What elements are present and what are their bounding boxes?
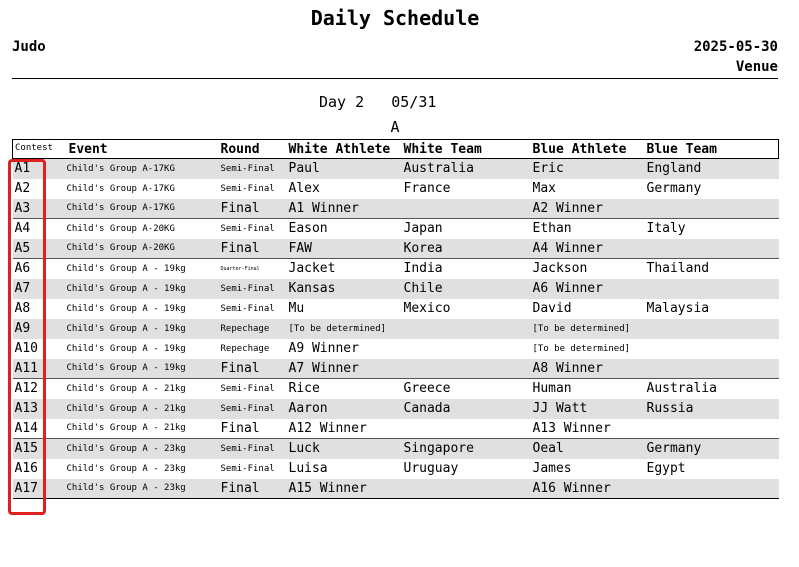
blue-team-cell: Egypt (646, 461, 686, 476)
contest-id: A7 (14, 281, 31, 296)
table-row (13, 219, 779, 239)
event-cell: Child's Group A - 23kg (66, 483, 186, 494)
white-athlete-cell: Luck (288, 441, 320, 457)
contest-id: A3 (14, 200, 31, 216)
blue-athlete-cell: A6 Winner (532, 281, 603, 296)
table-row (13, 479, 779, 499)
blue-athlete-cell: A16 Winner (532, 480, 611, 496)
contest-id: A14 (14, 420, 38, 436)
white-team-cell: Canada (403, 401, 451, 416)
table-row (13, 439, 779, 459)
white-athlete-cell: [To be determined] (288, 323, 387, 334)
event-cell: Child's Group A - 21kg (66, 423, 186, 434)
white-athlete-cell: Mu (288, 301, 305, 316)
white-athlete-cell: A15 Winner (288, 480, 367, 496)
white-athlete-cell: A1 Winner (288, 200, 359, 216)
column-header-blue-team: Blue Team (646, 141, 717, 157)
white-athlete-cell: FAW (288, 240, 312, 256)
table-row (13, 299, 779, 319)
contest-id: A8 (14, 301, 31, 316)
blue-team-cell: Russia (646, 401, 694, 416)
blue-athlete-cell: Ethan (532, 221, 572, 237)
event-cell: Child's Group A - 19kg (66, 303, 186, 314)
venue-label: Venue (735, 59, 778, 75)
blue-team-cell (645, 479, 779, 499)
schedule-date: 2025-05-30 (693, 39, 778, 55)
table-row (13, 359, 779, 379)
column-header-round: Round (220, 141, 260, 157)
contest-id: A2 (14, 181, 31, 196)
blue-team-cell: England (646, 161, 702, 177)
blue-athlete-cell: [To be determined] (532, 323, 631, 334)
event-cell: Child's Group A - 21kg (66, 383, 186, 394)
white-team-cell (402, 479, 531, 499)
round-cell: Semi-Final (220, 443, 275, 454)
blue-team-cell: Australia (646, 381, 717, 397)
round-cell: Final (220, 240, 260, 256)
white-athlete-cell: Aaron (288, 401, 328, 416)
blue-team-cell (645, 239, 779, 259)
event-cell: Child's Group A-17KG (66, 203, 175, 214)
event-cell: Child's Group A-20KG (66, 223, 175, 234)
event-cell: Child's Group A - 21kg (66, 403, 186, 414)
blue-athlete-cell: [To be determined] (532, 343, 631, 354)
white-team-cell (402, 339, 531, 359)
event-cell: Child's Group A - 19kg (66, 263, 186, 274)
contest-id: A10 (14, 341, 38, 356)
white-athlete-cell: Kansas (288, 281, 336, 296)
blue-team-cell (645, 419, 779, 439)
round-cell: Repechage (220, 343, 270, 354)
blue-athlete-cell: David (532, 301, 572, 316)
white-team-cell (402, 319, 531, 339)
blue-team-cell: Germany (646, 181, 702, 196)
white-athlete-cell: Alex (288, 181, 320, 196)
white-athlete-cell: Eason (288, 221, 328, 237)
round-cell: Repechage (220, 323, 270, 334)
white-athlete-cell: Luisa (288, 461, 328, 476)
table-row (13, 259, 779, 279)
round-cell: Final (220, 420, 260, 436)
event-cell: Child's Group A - 23kg (66, 463, 186, 474)
white-team-cell: Singapore (403, 441, 474, 457)
contest-id: A6 (14, 261, 31, 277)
blue-athlete-cell: A8 Winner (532, 360, 603, 376)
round-cell: Semi-Final (220, 403, 275, 414)
event-cell: Child's Group A - 19kg (66, 283, 186, 294)
white-team-cell: Korea (403, 240, 443, 256)
white-team-cell: Uruguay (403, 461, 459, 476)
white-team-cell (402, 199, 531, 219)
round-cell: Semi-Final (220, 303, 275, 314)
blue-athlete-cell: Jackson (532, 261, 588, 277)
table-row (13, 379, 779, 399)
table-row (13, 339, 779, 359)
round-cell: Semi-Final (220, 283, 275, 294)
blue-team-cell (645, 339, 779, 359)
blue-team-cell (645, 279, 779, 299)
round-cell: Final (220, 480, 260, 496)
white-team-cell: India (403, 261, 443, 277)
table-row (13, 279, 779, 299)
round-cell: Semi-Final (220, 383, 275, 394)
round-cell: Semi-Final (220, 163, 275, 174)
contest-id: A13 (14, 401, 38, 416)
header-divider (12, 78, 778, 79)
blue-athlete-cell: JJ Watt (532, 401, 588, 416)
white-team-cell (402, 419, 531, 439)
white-team-cell: France (403, 181, 451, 196)
table-header-row (13, 140, 779, 159)
event-cell: Child's Group A - 19kg (66, 363, 186, 374)
contest-id: A12 (14, 381, 38, 397)
white-athlete-cell: Rice (288, 381, 320, 397)
blue-team-cell (645, 359, 779, 379)
blue-team-cell: Malaysia (646, 301, 710, 316)
blue-athlete-cell: A2 Winner (532, 200, 603, 216)
white-athlete-cell: A12 Winner (288, 420, 367, 436)
white-athlete-cell: A9 Winner (288, 341, 359, 356)
round-cell: Semi-Final (220, 183, 275, 194)
day-line (319, 93, 436, 111)
table-row (13, 399, 779, 419)
white-team-cell: Japan (403, 221, 443, 237)
blue-team-cell: Germany (646, 441, 702, 457)
round-cell: Semi-Final (220, 463, 275, 474)
blue-team-cell: Thailand (646, 261, 710, 277)
column-header-white-team: White Team (403, 141, 482, 157)
blue-athlete-cell: Oeal (532, 441, 564, 457)
schedule-table (12, 139, 779, 499)
white-athlete-cell: A7 Winner (288, 360, 359, 376)
mat-label: A (390, 118, 400, 136)
table-row (13, 239, 779, 259)
column-header-event: Event (68, 141, 108, 157)
column-header-blue-athlete: Blue Athlete (532, 141, 627, 157)
day-date: 05/31 (391, 93, 437, 111)
round-cell: Semi-Final (220, 223, 275, 234)
event-cell: Child's Group A-20KG (66, 243, 175, 254)
page-title: Daily Schedule (310, 6, 480, 30)
table-row (13, 419, 779, 439)
round-cell: Final (220, 360, 260, 376)
blue-athlete-cell: Max (532, 181, 556, 196)
round-cell: Quarter-Final (220, 265, 260, 272)
white-team-cell: Mexico (403, 301, 451, 316)
contest-id: A9 (14, 321, 31, 336)
contest-id: A5 (14, 240, 31, 256)
contest-id: A4 (14, 221, 31, 237)
white-athlete-cell: Jacket (288, 261, 336, 277)
event-cell: Child's Group A-17KG (66, 183, 175, 194)
table-row (13, 459, 779, 479)
blue-team-cell: Italy (646, 221, 686, 237)
blue-team-cell (645, 199, 779, 219)
blue-athlete-cell: A4 Winner (532, 240, 603, 256)
round-cell: Final (220, 200, 260, 216)
blue-athlete-cell: James (532, 461, 572, 476)
event-cell: Child's Group A - 19kg (66, 323, 186, 334)
white-team-cell: Greece (403, 381, 451, 397)
table-row (13, 199, 779, 219)
contest-id: A11 (14, 360, 38, 376)
white-team-cell: Chile (403, 281, 443, 296)
table-row (13, 159, 779, 179)
white-team-cell: Australia (403, 161, 474, 177)
contest-id: A17 (14, 480, 38, 496)
blue-team-cell (645, 319, 779, 339)
blue-athlete-cell: A13 Winner (532, 420, 611, 436)
event-cell: Child's Group A-17KG (66, 163, 175, 174)
sport-label: Judo (12, 39, 46, 55)
contest-id: A1 (14, 161, 31, 177)
white-team-cell (402, 359, 531, 379)
blue-athlete-cell: Eric (532, 161, 564, 177)
table-row (13, 179, 779, 199)
event-cell: Child's Group A - 23kg (66, 443, 186, 454)
contest-id: A15 (14, 441, 38, 457)
contest-id: A16 (14, 461, 38, 476)
white-athlete-cell: Paul (288, 161, 320, 177)
column-header-contest: Contest (15, 143, 53, 153)
event-cell: Child's Group A - 19kg (66, 343, 186, 354)
day-label: Day 2 (319, 93, 365, 111)
blue-athlete-cell: Human (532, 381, 572, 397)
table-row (13, 319, 779, 339)
column-header-white-athlete: White Athlete (288, 141, 391, 157)
